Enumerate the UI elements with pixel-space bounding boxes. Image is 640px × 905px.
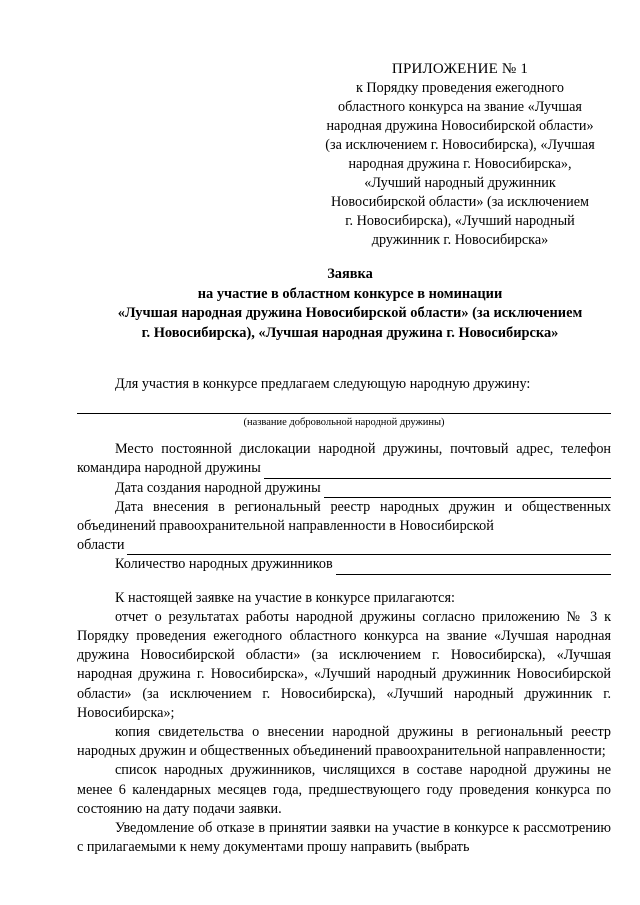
appendix-line: областного конкурса на звание «Лучшая	[338, 99, 582, 115]
appendix-line: народная дружина г. Новосибирска»,	[348, 156, 572, 172]
appendix-line: к Порядку проведения ежегодного	[355, 80, 565, 96]
creation-label: Дата создания народной дружины	[115, 479, 321, 496]
registry-date-field[interactable]	[127, 540, 611, 555]
attachment-item: отчет о результатах работы народной дружины согласно приложению № 3 к Порядку проведения ежегодного областного конкурса на звание «Лучшая народная дружина Новосибирской области» (за исключением г. Новосибирска), «Лучшая народная дружина г. Новосибирска», «Лучший народный дружинник Новосибирской области» (за исключением г. Новосибирска), «Лучший народный дружинник г. Новосибирска»;	[77, 608, 611, 721]
appendix-line: дружинник г. Новосибирска»	[371, 232, 549, 248]
members-count-field[interactable]	[336, 560, 611, 575]
location-field[interactable]	[264, 464, 611, 479]
document-title	[60, 265, 640, 343]
location-label: командира народной дружины	[77, 460, 261, 477]
title-line: «Лучшая народная дружина Новосибирской области» (за исключением	[117, 305, 583, 321]
appendix-block	[310, 60, 610, 250]
appendix-title: ПРИЛОЖЕНИЕ № 1	[391, 61, 529, 77]
title-line: на участие в областном конкурсе в номинации	[197, 285, 503, 302]
notice-paragraph: Уведомление об отказе в принятии заявки на участие в конкурсе к рассмотрению с прилагаемыми к нему документами прошу направить (выбрать	[77, 820, 611, 856]
members-row	[77, 555, 611, 574]
registry-row	[77, 536, 611, 555]
appendix-line: (за исключением г. Новосибирска), «Лучшая	[325, 137, 595, 153]
location-paragraph: Место постоянной дислокации народной дружины, почтовый адрес, телефон	[115, 441, 611, 458]
title-line: г. Новосибирска), «Лучшая народная дружина г. Новосибирска»	[141, 324, 559, 341]
appendix-line: «Лучший народный дружинник	[364, 175, 556, 191]
attachment-item: список народных дружинников, числящихся в составе народной дружины не менее 6 календарных месяцев года, предшествующего году проведения конкурса по состоянию на дату подачи заявки.	[77, 762, 611, 817]
attached-intro: К настоящей заявке на участие в конкурсе прилагаются:	[115, 589, 455, 606]
document-body	[77, 375, 611, 857]
appendix-line: Новосибирской области» (за исключением	[331, 194, 589, 210]
registry-label: области	[77, 537, 125, 554]
druzhina-name-field[interactable]	[77, 396, 611, 414]
members-label: Количество народных дружинников	[115, 556, 333, 573]
registry-paragraph: Дата внесения в региональный реестр народных дружин и общественных объединений правоохранительной направленности в Новосибирской	[77, 498, 611, 535]
appendix-line: народная дружина Новосибирской области»	[326, 118, 594, 134]
attachment-item: копия свидетельства о внесении народной дружины в региональный реестр народных дружин и общественных объединений правоохранительной направленности;	[77, 724, 611, 760]
intro-paragraph: Для участия в конкурсе предлагаем следующую народную дружину:	[115, 376, 531, 392]
druzhina-name-caption: (название добровольной народной дружины)	[243, 417, 445, 429]
appendix-line: г. Новосибирска), «Лучший народный	[345, 213, 575, 229]
creation-date-field[interactable]	[324, 483, 611, 498]
location-row	[77, 459, 611, 478]
creation-row	[77, 479, 611, 498]
title-line: Заявка	[327, 266, 373, 282]
